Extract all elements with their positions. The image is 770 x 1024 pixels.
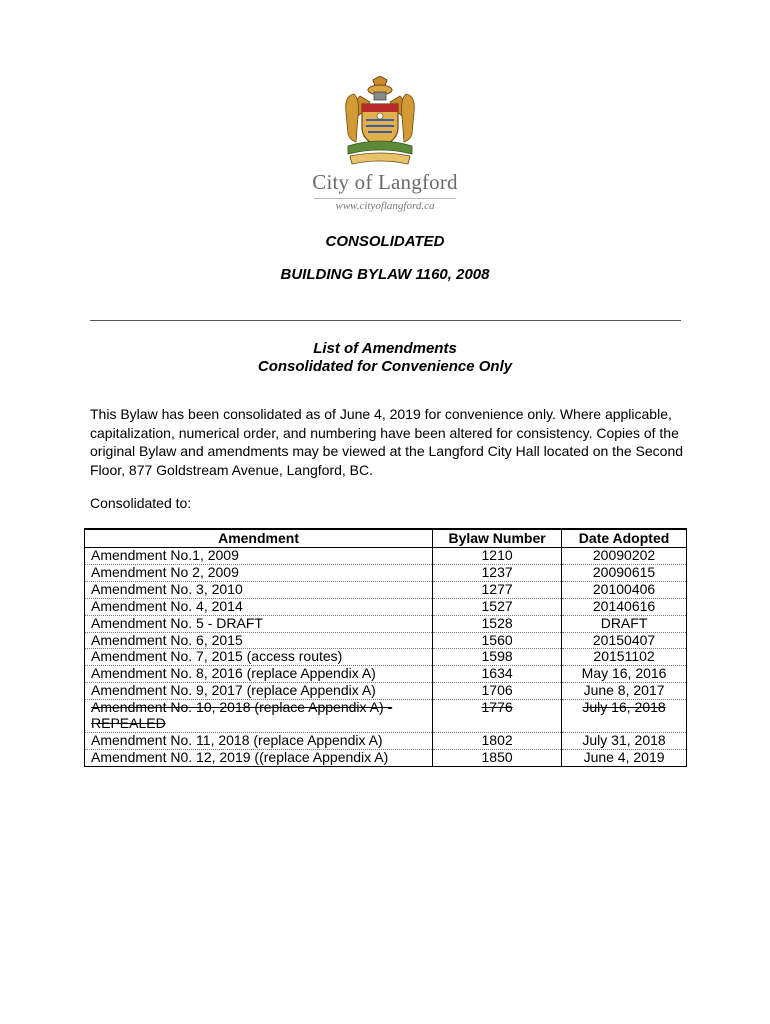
date-adopted-cell	[562, 700, 687, 733]
date-adopted-cell: June 4, 2019	[562, 749, 687, 766]
amendment-cell: Amendment No. 7, 2015 (access routes)	[85, 649, 433, 666]
paragraph-line: capitalization, numerical order, and numbering have been altered for consistency. Copies of the	[90, 424, 679, 441]
amendment-cell: Amendment No. 4, 2014	[85, 598, 433, 615]
table-row	[85, 649, 687, 666]
table-row	[85, 632, 687, 649]
document-title-bylaw: BUILDING BYLAW 1160, 2008	[280, 266, 490, 283]
date-adopted-cell: 20150407	[562, 632, 687, 649]
city-name: City of Langford	[312, 170, 458, 194]
subtitle-list-of-amendments: List of Amendments	[313, 340, 457, 357]
bylaw-number-cell: 1560	[433, 632, 562, 649]
amendment-cell: Amendment No. 8, 2016 (replace Appendix A)	[85, 666, 433, 683]
paragraph-line: This Bylaw has been consolidated as of June 4, 2019 for convenience only. Where applicable,	[90, 406, 672, 422]
bylaw-number-cell: 1634	[433, 666, 562, 683]
bylaw-number-cell: 1850	[433, 749, 562, 766]
table-row	[85, 666, 687, 683]
table-row	[85, 683, 687, 700]
date-adopted-cell: July 31, 2018	[562, 732, 687, 749]
table-row	[85, 581, 687, 598]
bylaw-number-cell: 1598	[433, 649, 562, 666]
bylaw-number-cell: 1802	[433, 732, 562, 749]
bylaw-number-cell: 1210	[433, 548, 562, 565]
amendment-cell: Amendment No. 11, 2018 (replace Appendix A)	[85, 732, 433, 749]
amendment-cell: Amendment No.1, 2009	[85, 548, 433, 565]
paragraph-line: Floor, 877 Goldstream Avenue, Langford, BC.	[90, 461, 374, 478]
bylaw-number-cell: 1706	[433, 683, 562, 700]
repealed-amendment-text: Amendment No. 10, 2018 (replace Appendix A) - REPEALED	[91, 699, 393, 732]
repealed-bylaw-text: 1776	[481, 699, 513, 716]
city-url: www.cityoflangford.ca	[314, 198, 456, 212]
repealed-date-text: July 16, 2018	[582, 699, 666, 716]
amendment-cell	[85, 700, 433, 733]
table-row	[85, 598, 687, 615]
date-adopted-cell: 20090202	[562, 548, 687, 565]
bylaw-number-cell: 1528	[433, 615, 562, 632]
consolidation-notice-paragraph	[90, 405, 690, 479]
table-row	[85, 732, 687, 749]
date-adopted-cell: May 16, 2016	[562, 666, 687, 683]
city-coat-of-arms-logo	[340, 76, 420, 168]
subtitle-convenience-only: Consolidated for Convenience Only	[257, 358, 513, 375]
horizontal-divider	[90, 320, 681, 321]
date-adopted-cell: 20151102	[562, 649, 687, 666]
consolidated-to-label: Consolidated to:	[90, 495, 192, 511]
date-adopted-cell: 20100406	[562, 581, 687, 598]
date-adopted-cell: June 8, 2017	[562, 683, 687, 700]
amendment-cell: Amendment No. 3, 2010	[85, 581, 433, 598]
document-title-consolidated: CONSOLIDATED	[325, 233, 445, 250]
bylaw-number-cell: 1527	[433, 598, 562, 615]
date-adopted-cell: 20140616	[562, 598, 687, 615]
amendment-cell: Amendment No 2, 2009	[85, 564, 433, 581]
bylaw-number-cell: 1237	[433, 564, 562, 581]
amendment-cell: Amendment No. 9, 2017 (replace Appendix A)	[85, 683, 433, 700]
amendment-cell: Amendment No. 5 - DRAFT	[85, 615, 433, 632]
table-header-row	[85, 529, 687, 548]
table-row-repealed	[85, 700, 687, 733]
date-adopted-cell: 20090615	[562, 564, 687, 581]
bylaw-number-cell	[433, 700, 562, 733]
table-row	[85, 548, 687, 565]
table-row	[85, 564, 687, 581]
header-amendment: Amendment	[85, 529, 433, 548]
header-date-adopted: Date Adopted	[562, 529, 687, 548]
bylaw-number-cell: 1277	[433, 581, 562, 598]
table-row	[85, 615, 687, 632]
date-adopted-cell: DRAFT	[562, 615, 687, 632]
paragraph-line: original Bylaw and amendments may be viewed at the Langford City Hall located on the Second	[90, 443, 684, 459]
table-row	[85, 749, 687, 766]
header-bylaw-number: Bylaw Number	[433, 529, 562, 548]
amendment-cell: Amendment N0. 12, 2019 ((replace Appendix A)	[85, 749, 433, 766]
amendment-cell: Amendment No. 6, 2015	[85, 632, 433, 649]
amendments-table	[84, 528, 687, 767]
city-brand	[300, 170, 470, 212]
